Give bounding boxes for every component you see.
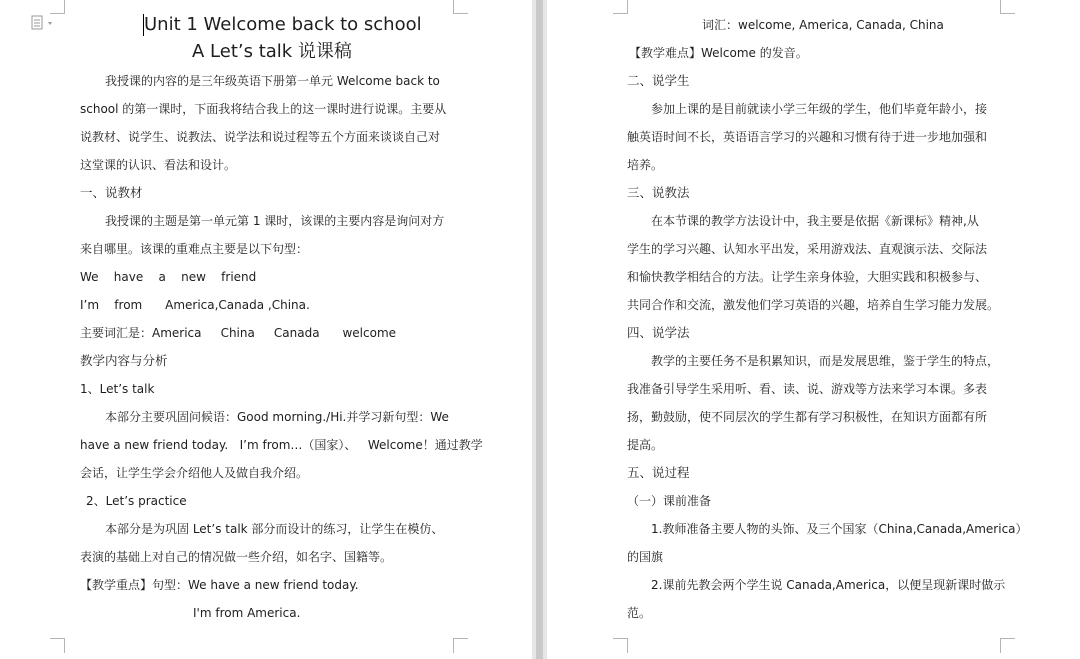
crop-mark xyxy=(1000,638,1015,653)
document-page-right xyxy=(547,0,1080,659)
body-text-line: 提高。 xyxy=(627,438,664,452)
crop-mark xyxy=(453,0,468,14)
body-text-line: 培养。 xyxy=(627,158,664,172)
body-text-line: 本部分主要巩固问候语：Good morning./Hi.并学习新句型：We xyxy=(105,410,449,424)
body-text-line: 共同合作和交流，激发他们学习英语的兴趣，培养自生学习能力发展。 xyxy=(627,298,1000,312)
body-text-line: 本部分是为巩固 Let’s talk 部分而设计的练习，让学生在模仿、 xyxy=(105,522,444,536)
body-text-line: 【教学重点】句型：We have a new friend today. xyxy=(80,578,359,592)
body-text-line: 学生的学习兴趣、认知水平出发，采用游戏法、直观演示法、交际法 xyxy=(627,242,988,256)
body-text-line: 范。 xyxy=(627,606,652,620)
document-title: Unit 1 Welcome back to school xyxy=(144,14,422,35)
body-text-line: I’m from America,Canada ,China. xyxy=(80,298,310,312)
section-heading: 五、说过程 xyxy=(627,465,690,480)
body-text-line: 在本节课的教学方法设计中，我主要是依据《新课标》精神,从 xyxy=(651,214,979,228)
body-text-line: 我授课的主题是第一单元第 1 课时，该课的主要内容是询问对方 xyxy=(105,214,445,228)
crop-mark xyxy=(1000,0,1015,14)
body-text-line: 的国旗 xyxy=(627,550,664,564)
body-text-line: school 的第一课时，下面我将结合我上的这一课时进行说课。主要从 xyxy=(80,102,447,116)
body-text-line: 这堂课的认识、看法和设计。 xyxy=(80,158,237,172)
body-text-line: I'm from America. xyxy=(193,606,301,620)
crop-mark xyxy=(50,0,65,14)
body-text-line: 触英语时间不长，英语语言学习的兴趣和习惯有待于进一步地加强和 xyxy=(627,130,988,144)
body-text-line: 扬，勤鼓励，使不同层次的学生都有学习积极性，在知识方面都有所 xyxy=(627,410,988,424)
body-text-line: have a new friend today. I’m from…（国家）、 Welcome！通过教学 xyxy=(80,438,483,452)
body-text-line: 表演的基础上对自己的情况做一些介绍，如名字、国籍等。 xyxy=(80,550,393,564)
body-text-line: 主要词汇是：America China Canada welcome xyxy=(80,326,397,340)
body-text-line: 说教材、说学生、说教法、说学法和说过程等五个方面来谈谈自己对 xyxy=(80,130,441,144)
section-heading: 三、说教法 xyxy=(627,185,690,200)
section-heading: 1、Let’s talk xyxy=(80,382,155,396)
section-heading: 四、说学法 xyxy=(627,325,690,340)
body-text-line: 词汇：welcome, America, Canada, China xyxy=(702,18,944,32)
document-subtitle: A Let’s talk 说课稿 xyxy=(192,41,352,62)
body-text-line: 1.教师准备主要人物的头饰、及三个国家（China,Canada,America） xyxy=(651,522,1028,536)
crop-mark xyxy=(453,638,468,653)
section-heading: （一）课前准备 xyxy=(627,494,712,508)
body-text-line: 我准备引导学生采用听、看、读、说、游戏等方法来学习本课。多表 xyxy=(627,382,988,396)
section-heading: 2、Let’s practice xyxy=(86,494,187,508)
body-text-line: 来自哪里。该课的重难点主要是以下句型： xyxy=(80,242,309,256)
body-text-line: 会话，让学生学会介绍他人及做自我介绍。 xyxy=(80,466,309,480)
body-text-line: 【教学难点】Welcome 的发音。 xyxy=(629,46,808,60)
crop-mark xyxy=(50,638,65,653)
document-options-icon[interactable] xyxy=(30,14,56,32)
crop-mark xyxy=(613,0,628,14)
body-text-line: 教学的主要任务不是积累知识，而是发展思维，鉴于学生的特点， xyxy=(651,354,1000,368)
body-text-line: 我授课的内容的是三年级英语下册第一单元 Welcome back to xyxy=(105,74,440,88)
section-heading: 一、说教材 xyxy=(80,185,143,200)
page-gutter xyxy=(532,0,547,659)
crop-mark xyxy=(613,638,628,653)
body-text-line: 参加上课的是目前就读小学三年级的学生，他们毕竟年龄小，接 xyxy=(651,102,988,116)
section-heading: 教学内容与分析 xyxy=(80,353,168,368)
body-text-line: 和愉快教学相结合的方法。让学生亲身体验，大胆实践和积极参与、 xyxy=(627,270,988,284)
section-heading: 二、说学生 xyxy=(627,73,690,88)
document-page-left xyxy=(0,0,532,659)
body-text-line: 2.课前先教会两个学生说 Canada,America，以便呈现新课时做示 xyxy=(651,578,1006,592)
body-text-line: We have a new friend xyxy=(80,270,257,284)
